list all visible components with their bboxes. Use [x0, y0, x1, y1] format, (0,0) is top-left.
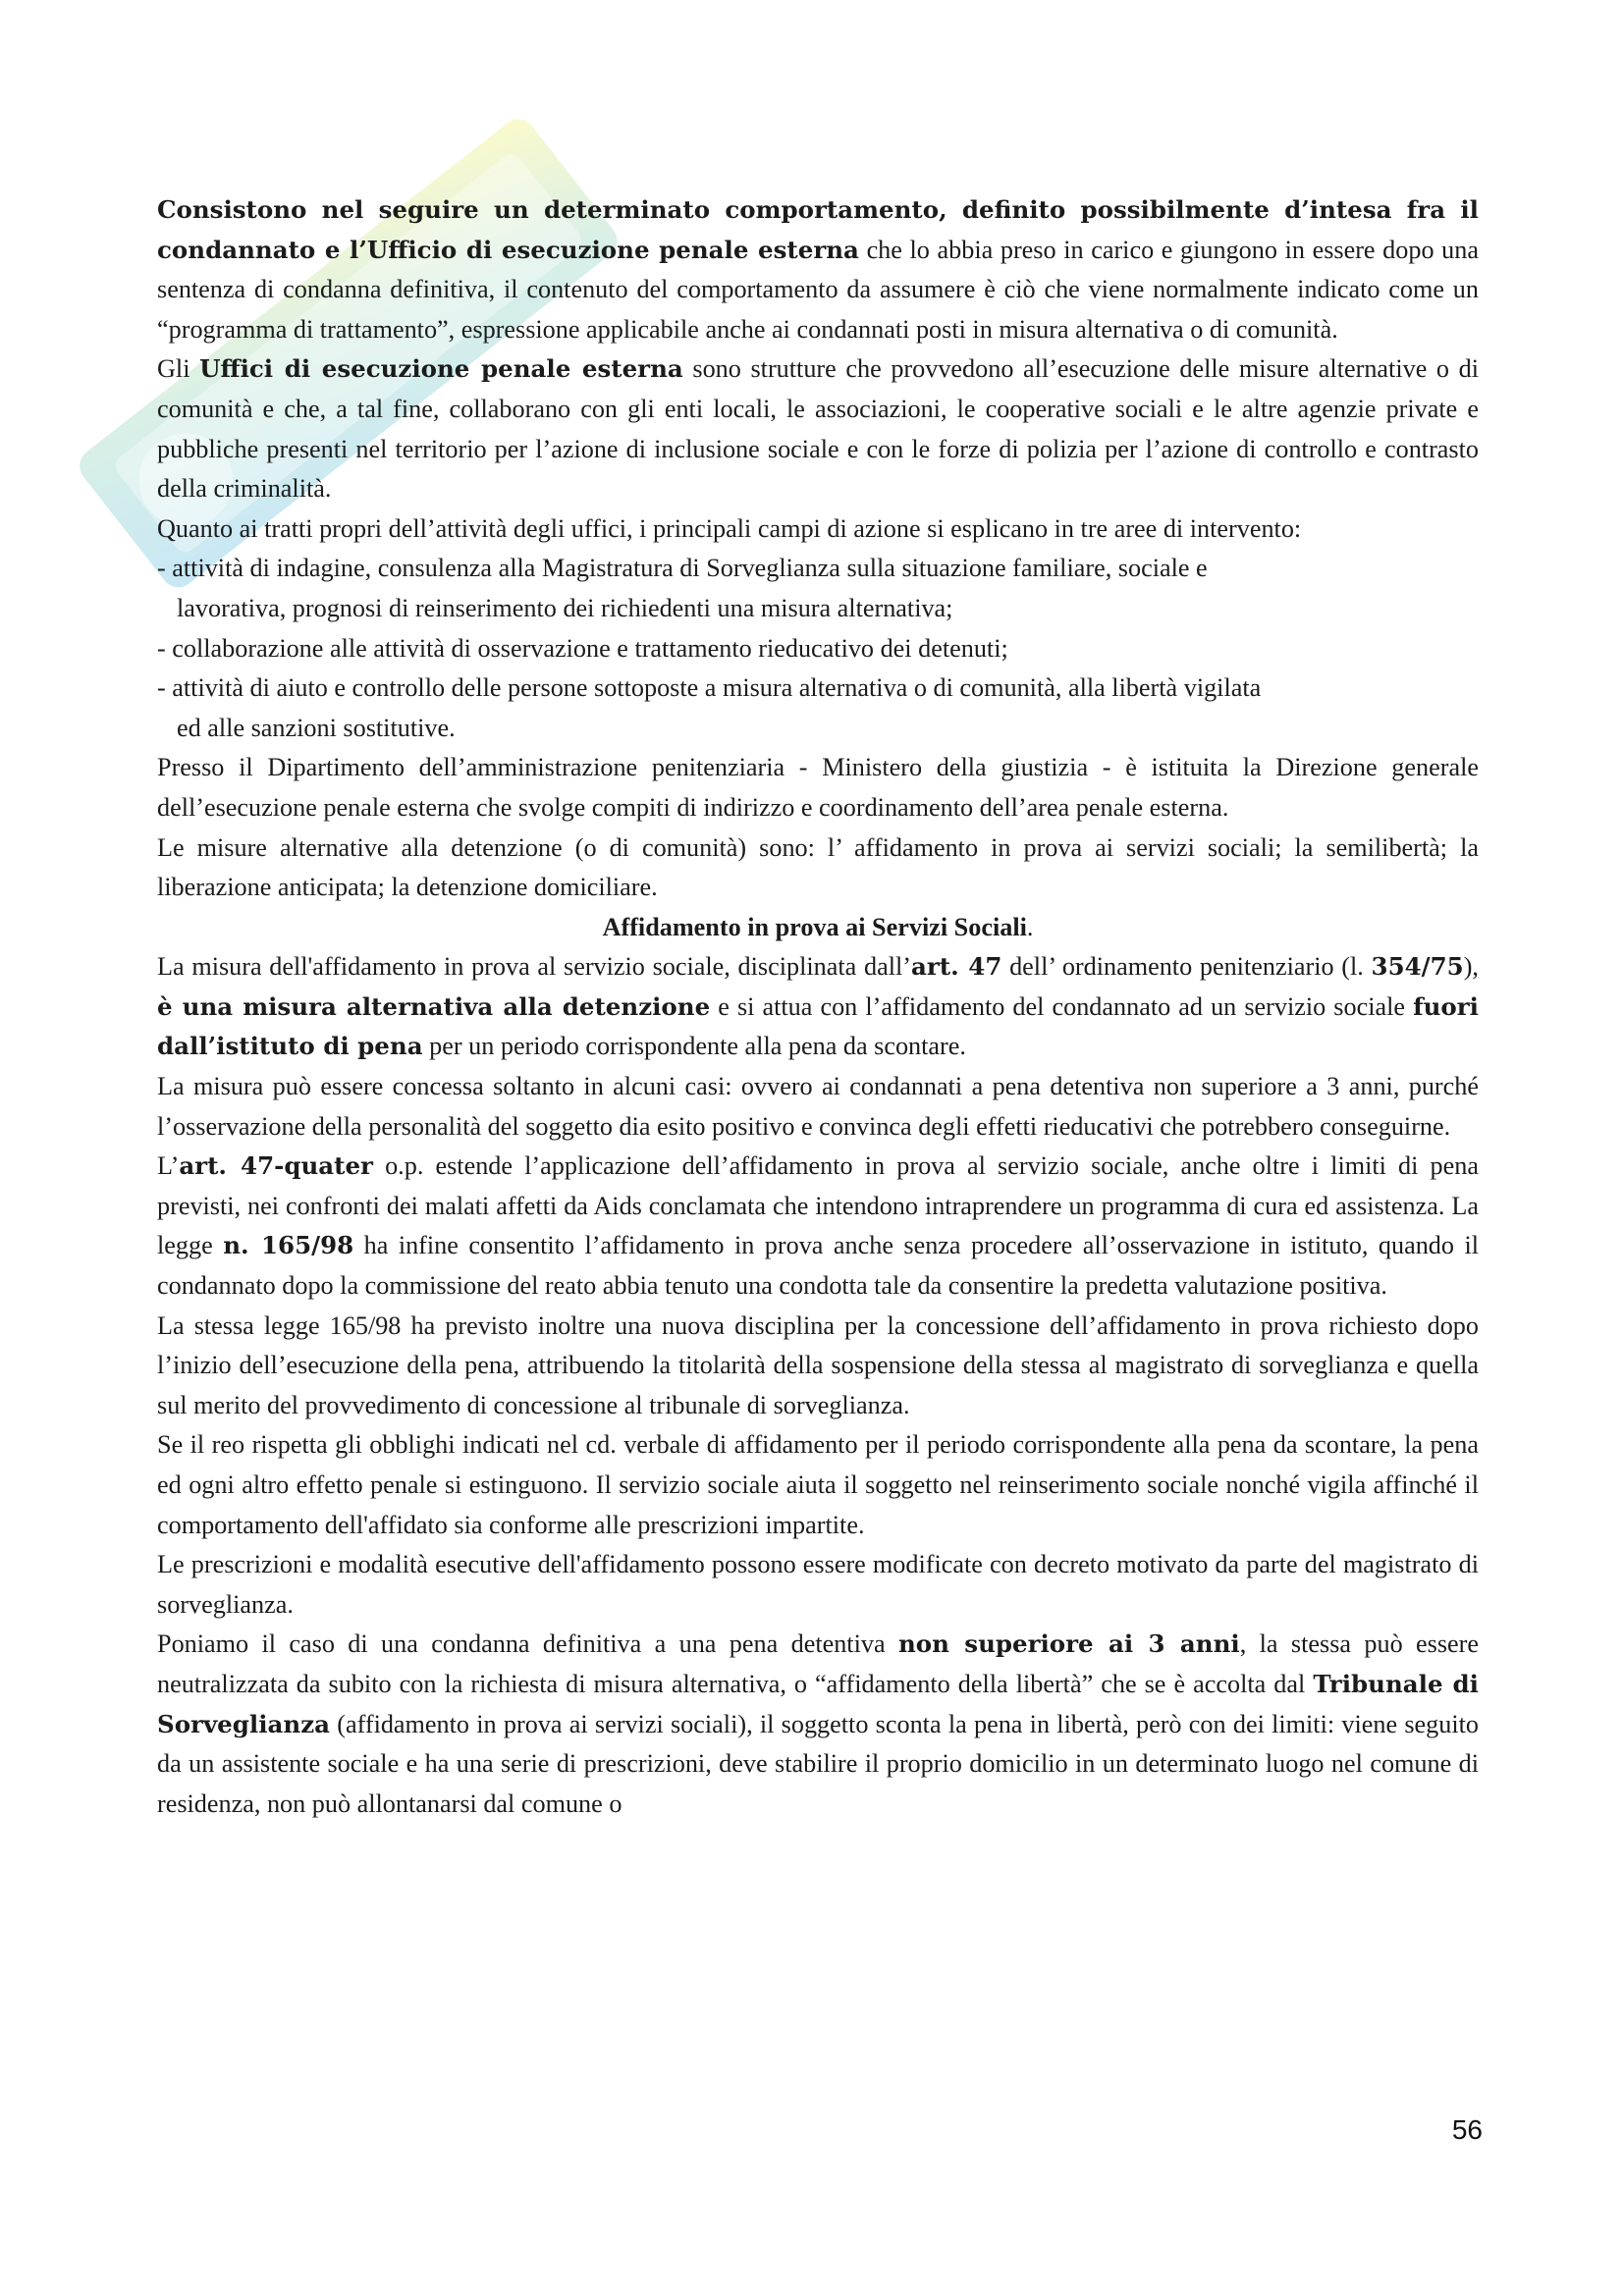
paragraph-11: Le prescrizioni e modalità esecutive dell'affidamento possono essere modificate con decreto motivato da parte del magistrato di sorveglianza. [157, 1550, 1479, 1619]
paragraph-12: Poniamo il caso di una condanna definitiva a una pena detentiva non superiore ai 3 anni, la stessa può essere neutralizzata da subito con la richiesta di misura alternativa, o “affidamento della libertà” che se è accolta dal Tribunale di Sorveglianza (affidamento in prova ai servizi sociali), il soggetto sconta la pena in libertà, però con dei limiti: viene seguito da un assistente sociale e ha una serie di prescrizioni, deve stabilire il proprio domicilio in un determinato luogo nel comune di residenza, non può allontanarsi dal comune o [157, 1629, 1479, 1818]
paragraph-6: La misura dell'affidamento in prova al servizio sociale, disciplinata dall’art. 47 dell’ ordinamento penitenziario (l. 354/75), è una misura alternativa alla detenzione e si attua con l’affidamento del condannato ad un servizio sociale fuori dall’istituto di pena per un periodo corrispondente alla pena da scontare. [157, 952, 1479, 1061]
paragraph-8: L’art. 47-quater o.p. estende l’applicazione dell’affidamento in prova al servizio sociale, anche oltre i limiti di pena previsti, nei confronti dei malati affetti da Aids conclamata che intendono intraprendere un programma di cura ed assistenza. La legge n. 165/98 ha infine consentito l’affidamento in prova anche senza procedere all’osservazione in istituto, quando il condannato dopo la commissione del reato abbia tenuto una condotta tale da consentire la predetta valutazione positiva. [157, 1151, 1480, 1301]
page-body [157, 190, 1479, 1824]
list-item: - attività di aiuto e controllo delle persone sottoposte a misura alternativa o di comunità, alla libertà vigilata ed alle sanzioni sostitutive. [157, 673, 1262, 742]
paragraph-5: Le misure alternative alla detenzione (o di comunità) sono: l’ affidamento in prova ai servizi sociali; la semilibertà; la liberazione anticipata; la detenzione domiciliare. [157, 832, 1479, 902]
section-heading: Affidamento in prova ai Servizi Sociali. [602, 912, 1034, 941]
paragraph-2: Gli Uffici di esecuzione penale esterna sono strutture che provvedono all’esecuzione delle misure alternative o di comunità e che, a tal fine, collaborano con gli enti locali, le associazioni, le cooperative sociali e le altre agenzie private e pubbliche presenti nel territorio per l’azione di inclusione sociale e con le forze di polizia per l’azione di controllo e contrasto della criminalità. [157, 354, 1480, 504]
paragraph-3: Quanto ai tratti propri dell’attività degli uffici, i principali campi di azione si esplicano in tre aree di intervento: [157, 513, 1302, 543]
paragraph-4: Presso il Dipartimento dell’amministrazione penitenziaria - Ministero della giustizia - è istituita la Direzione generale dell’esecuzione penale esterna che svolge compiti di indirizzo e coordinamento dell’area penale esterna. [157, 753, 1479, 822]
paragraph-1: Consistono nel seguire un determinato comportamento, definito possibilmente d’intesa fra il condannato e l’Ufficio di esecuzione penale esterna che lo abbia preso in carico e giungono in essere dopo una sentenza di condanna definitiva, il contenuto del comportamento da assumere è ciò che viene normalmente indicato come un “programma di trattamento”, espressione applicabile anche ai condannati posti in misura alternativa o di comunità. [157, 195, 1479, 344]
list-item: - collaborazione alle attività di osservazione e trattamento rieducativo dei detenuti; [157, 633, 1008, 663]
list-item: - attività di indagine, consulenza alla Magistratura di Sorveglianza sulla situazione familiare, sociale e lavorativa, prognosi di reinserimento dei richiedenti una misura alternativa; [157, 554, 1208, 622]
page-number: 56 [1451, 2114, 1483, 2145]
paragraph-9: La stessa legge 165/98 ha previsto inoltre una nuova disciplina per la concessione dell’affidamento in prova richiesto dopo l’inizio dell’esecuzione della pena, attribuendo la titolarità della sospensione della stessa al magistrato di sorveglianza e quella sul merito del provvedimento di concessione al tribunale di sorveglianza. [157, 1310, 1479, 1419]
paragraph-10: Se il reo rispetta gli obblighi indicati nel cd. verbale di affidamento per il periodo corrispondente alla pena da scontare, la pena ed ogni altro effetto penale si estinguono. Il servizio sociale aiuta il soggetto nel reinserimento sociale nonché vigila affinché il comportamento dell'affidato sia conforme alle prescrizioni impartite. [157, 1430, 1479, 1539]
paragraph-7: La misura può essere concessa soltanto in alcuni casi: ovvero ai condannati a pena detentiva non superiore a 3 anni, purché l’osservazione della personalità del soggetto dia esito positivo e convinca degli effetti rieducativi che potrebbero conseguirne. [157, 1072, 1479, 1141]
